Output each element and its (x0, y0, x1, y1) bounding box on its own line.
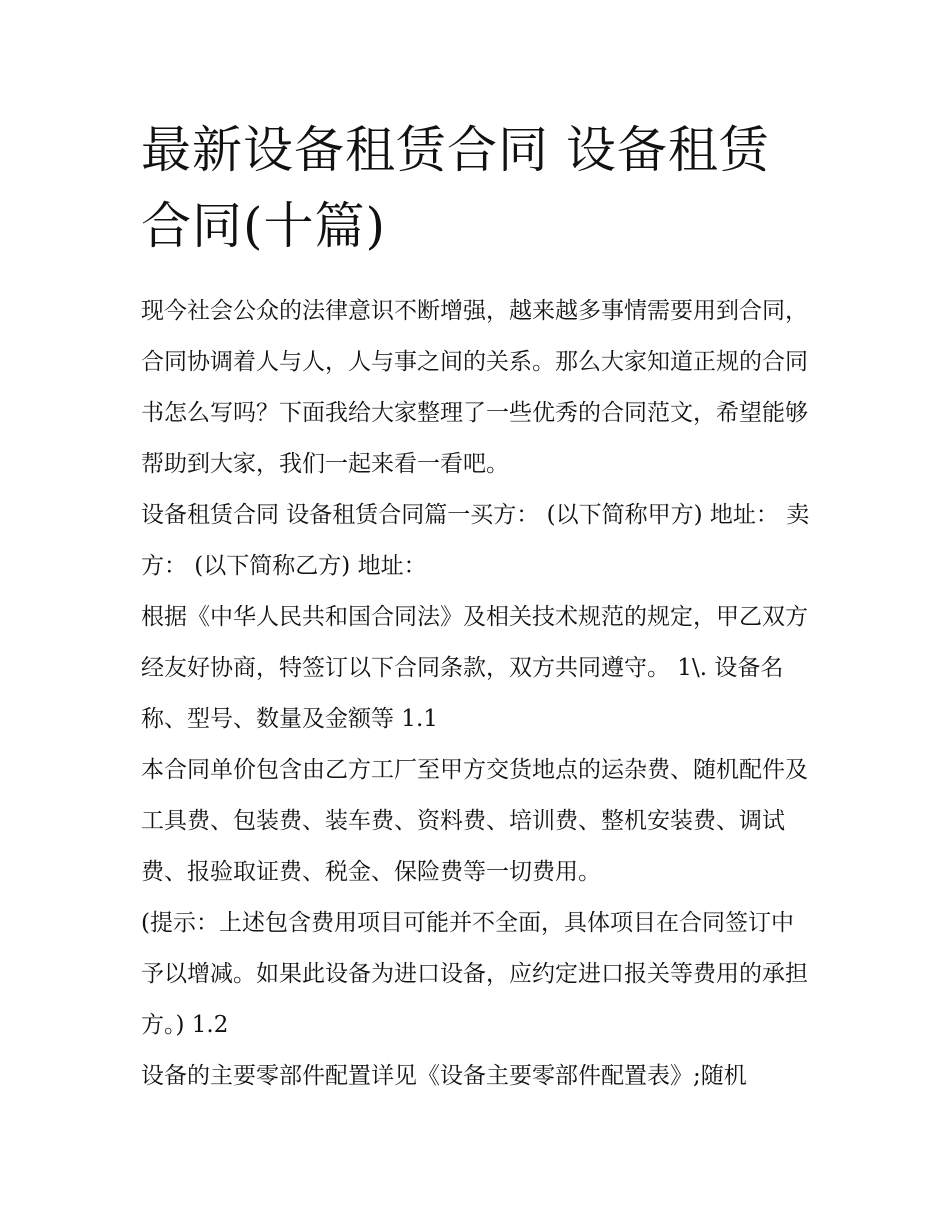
paragraph-basis: 根据《中华人民共和国合同法》及相关技术规范的规定，甲乙双方经友好协商，特签订以下合同条款，双方共同遵守。 1\. 设备名称、型号、数量及金额等 1.1 (141, 604, 808, 732)
document-title: 最新设备租赁合同 设备租赁合同(十篇) (141, 121, 770, 255)
paragraph-parts-config: 设备的主要零部件配置详见《设备主要零部件配置表》;随机 (141, 1063, 747, 1089)
title-spacer (141, 264, 813, 286)
document-page (141, 112, 813, 1102)
paragraph-intro: 现今社会公众的法律意识不断增强，越来越多事情需要用到合同，合同协调着人与人，人与事之间的关系。那么大家知道正规的合同书怎么写吗？下面我给大家整理了一些优秀的合同范文，希望能够帮助到大家，我们一起来看一看吧。 (141, 298, 808, 477)
paragraph-parties: 设备租赁合同 设备租赁合同篇一买方： (以下简称甲方) 地址： 卖方： (以下简称乙方) 地址： (141, 502, 810, 579)
paragraph-note: (提示：上述包含费用项目可能并不全面，具体项目在合同签订中予以增减。如果此设备为进口设备，应约定进口报关等费用的承担方。) 1.2 (141, 910, 808, 1038)
paragraph-price-scope: 本合同单价包含由乙方工厂至甲方交货地点的运杂费、随机配件及工具费、包装费、装车费、资料费、培训费、整机安装费、调试费、报验取证费、税金、保险费等一切费用。 (141, 757, 808, 885)
